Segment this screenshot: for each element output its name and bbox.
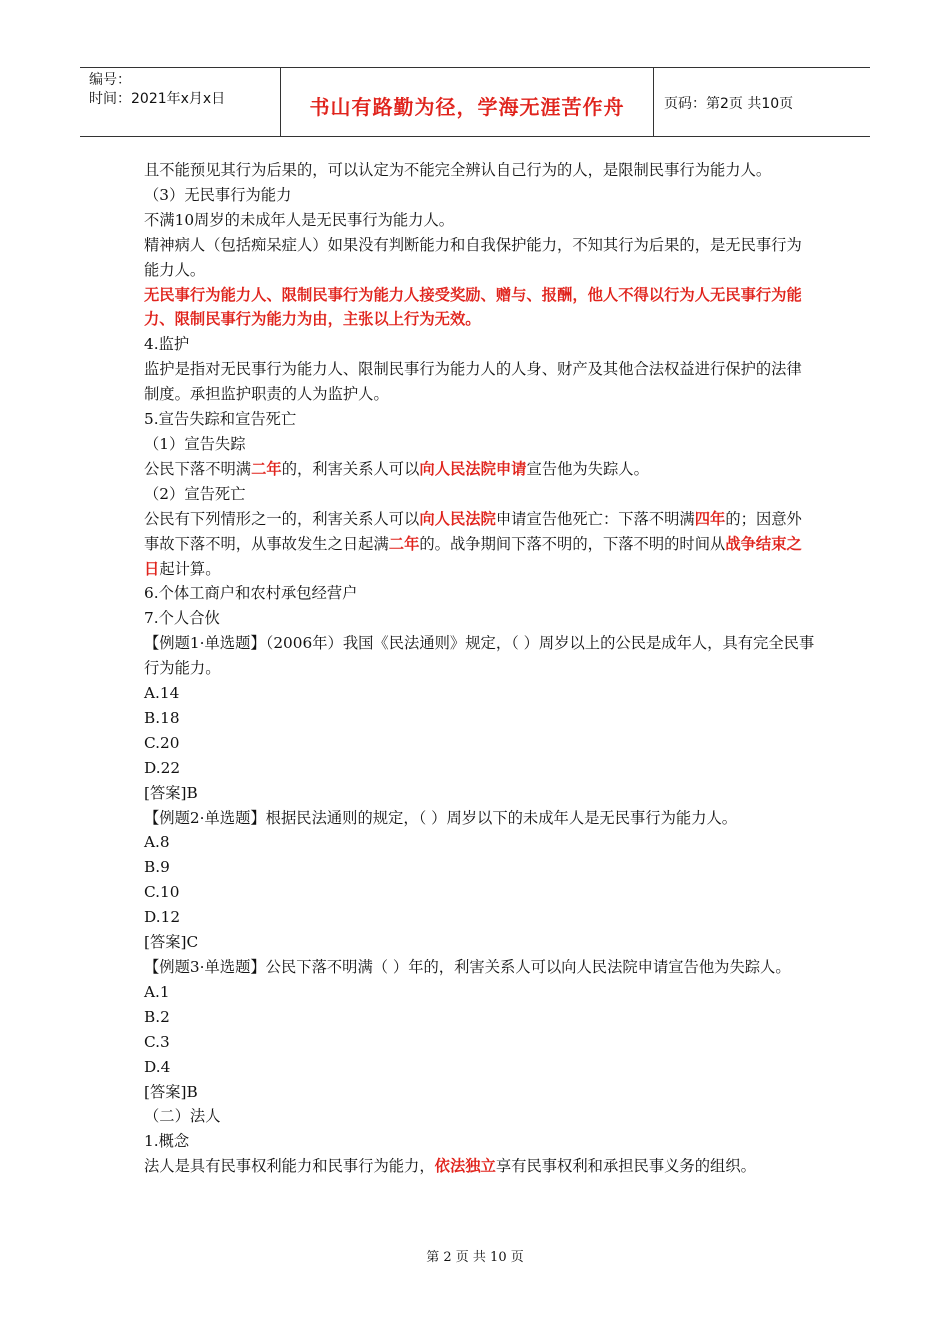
body-paragraph bbox=[144, 955, 816, 980]
text-segment: B.9 bbox=[144, 858, 170, 877]
body-paragraph bbox=[144, 606, 816, 631]
text-segment: 5.宣告失踪和宣告死亡 bbox=[144, 410, 297, 429]
highlighted-text: 二年 bbox=[251, 459, 282, 478]
text-segment: 【例题3·单选题】公民下落不明满（ ）年的，利害关系人可以向人民法院申请宣告他为失踪人。 bbox=[144, 958, 791, 976]
header-motto: 书山有路勤为径，学海无涯苦作舟 bbox=[309, 94, 625, 119]
body-paragraph bbox=[144, 208, 816, 233]
body-paragraph bbox=[144, 183, 816, 208]
text-segment: 【例题2·单选题】根据民法通则的规定，（ ）周岁以下的未成年人是无民事行为能力人。 bbox=[144, 808, 738, 827]
text-segment: A.1 bbox=[144, 982, 170, 1001]
text-segment: 享有民事权利和承担民事义务的组织。 bbox=[495, 1157, 756, 1176]
body-paragraph bbox=[144, 930, 816, 955]
text-segment: D.12 bbox=[144, 908, 181, 927]
header-motto-cell bbox=[281, 68, 654, 136]
number-label: 编号： bbox=[89, 72, 131, 88]
text-segment: [答案]B bbox=[144, 1082, 198, 1101]
body-paragraph bbox=[144, 880, 816, 905]
body-paragraph bbox=[144, 507, 816, 582]
text-segment: 宣告他为失踪人。 bbox=[526, 459, 649, 478]
text-segment: C.20 bbox=[144, 733, 180, 752]
body-paragraph bbox=[144, 332, 816, 357]
highlighted-text: 四年 bbox=[694, 509, 726, 528]
body-paragraph bbox=[144, 681, 816, 706]
body-paragraph bbox=[144, 1055, 816, 1080]
body-paragraph bbox=[144, 980, 816, 1005]
text-segment: 的，利害关系人可以 bbox=[281, 459, 420, 478]
body-paragraph bbox=[144, 731, 816, 756]
text-segment: 1.概念 bbox=[144, 1132, 190, 1151]
page-header bbox=[80, 67, 870, 137]
text-segment: 公民有下列情形之一的，利害关系人可以 bbox=[144, 509, 420, 528]
body-paragraph bbox=[144, 283, 816, 333]
text-segment: （2）宣告死亡 bbox=[144, 484, 246, 503]
body-paragraph bbox=[144, 1104, 816, 1129]
text-segment: C.10 bbox=[144, 883, 180, 902]
document-body bbox=[144, 158, 816, 1179]
text-segment: D.22 bbox=[144, 758, 181, 777]
text-segment: 且不能预见其行为后果的，可以认定为不能完全辨认自己行为的人，是限制民事行为能力人。 bbox=[144, 161, 772, 179]
body-paragraph bbox=[144, 905, 816, 930]
text-segment: 的。战争期间下落不明的，下落不明的时间从 bbox=[419, 534, 726, 553]
header-meta bbox=[80, 68, 281, 136]
text-segment: 申请宣告他死亡：下落不明满 bbox=[495, 509, 695, 528]
text-segment: 【例题1·单选题】（2006年）我国《民法通则》规定，（ ）周岁以上的公民是成年人，具有完全民事行为能力。 bbox=[144, 634, 815, 678]
time-label: 时间：2021年x月x日 bbox=[89, 91, 226, 107]
highlighted-text: 依法独立 bbox=[434, 1157, 496, 1176]
text-segment: 不满10周岁的未成年人是无民事行为能力人。 bbox=[144, 210, 455, 229]
text-segment: A.14 bbox=[144, 684, 180, 703]
body-paragraph bbox=[144, 855, 816, 880]
body-paragraph bbox=[144, 1005, 816, 1030]
body-paragraph bbox=[144, 432, 816, 457]
body-paragraph bbox=[144, 357, 816, 407]
body-paragraph bbox=[144, 1129, 816, 1154]
body-paragraph bbox=[144, 781, 816, 806]
body-paragraph bbox=[144, 806, 816, 831]
text-segment: C.3 bbox=[144, 1032, 170, 1051]
highlighted-text: 无民事行为能力人、限制民事行为能力人接受奖励、赠与、报酬，他人不得以行为人无民事行为能力、限制民事行为能力为由，主张以上行为无效。 bbox=[144, 285, 802, 329]
text-segment: 的；因意外事故下落不明，从事故发生之日起满 bbox=[144, 509, 802, 553]
body-paragraph bbox=[144, 631, 816, 681]
text-segment: B.2 bbox=[144, 1007, 170, 1026]
highlighted-text: 向人民法院 bbox=[419, 509, 496, 528]
body-paragraph bbox=[144, 830, 816, 855]
header-page-info: 页码：第2页 共10页 bbox=[664, 96, 794, 112]
text-segment: （二）法人 bbox=[144, 1107, 221, 1126]
body-paragraph bbox=[144, 1030, 816, 1055]
text-segment: 7.个人合伙 bbox=[144, 609, 220, 628]
body-paragraph bbox=[144, 482, 816, 507]
text-segment: 监护是指对无民事行为能力人、限制民事行为能力人的人身、财产及其他合法权益进行保护的法律制度。承担监护职责的人为监护人。 bbox=[144, 360, 802, 404]
body-paragraph bbox=[144, 457, 816, 482]
text-segment: [答案]B bbox=[144, 783, 198, 802]
highlighted-text: 二年 bbox=[388, 534, 420, 553]
text-segment: [答案]C bbox=[144, 933, 199, 952]
text-segment: 公民下落不明满 bbox=[144, 459, 252, 478]
text-segment: 法人是具有民事权利能力和民事行为能力， bbox=[144, 1157, 435, 1176]
text-segment: D.4 bbox=[144, 1057, 171, 1076]
text-segment: 精神病人（包括痴呆症人）如果没有判断能力和自我保护能力，不知其行为后果的，是无民事行为能力人。 bbox=[144, 235, 802, 279]
body-paragraph bbox=[144, 1080, 816, 1105]
body-paragraph bbox=[144, 581, 816, 606]
highlighted-text: 向人民法院申请 bbox=[419, 459, 527, 478]
text-segment: （1）宣告失踪 bbox=[144, 434, 246, 453]
page-footer: 第 2 页 共 10 页 bbox=[426, 1250, 524, 1265]
body-paragraph bbox=[144, 756, 816, 781]
body-paragraph bbox=[144, 233, 816, 283]
text-segment: A.8 bbox=[144, 833, 170, 852]
text-segment: 4.监护 bbox=[144, 335, 190, 354]
body-paragraph bbox=[144, 158, 816, 183]
body-paragraph bbox=[144, 1154, 816, 1179]
text-segment: 6.个体工商户和农村承包经营户 bbox=[144, 584, 358, 603]
body-paragraph bbox=[144, 407, 816, 432]
body-paragraph bbox=[144, 706, 816, 731]
text-segment: 起计算。 bbox=[159, 559, 221, 578]
text-segment: （3）无民事行为能力 bbox=[144, 185, 292, 204]
text-segment: B.18 bbox=[144, 708, 180, 727]
highlighted-text: 战争结束之日 bbox=[144, 534, 802, 578]
